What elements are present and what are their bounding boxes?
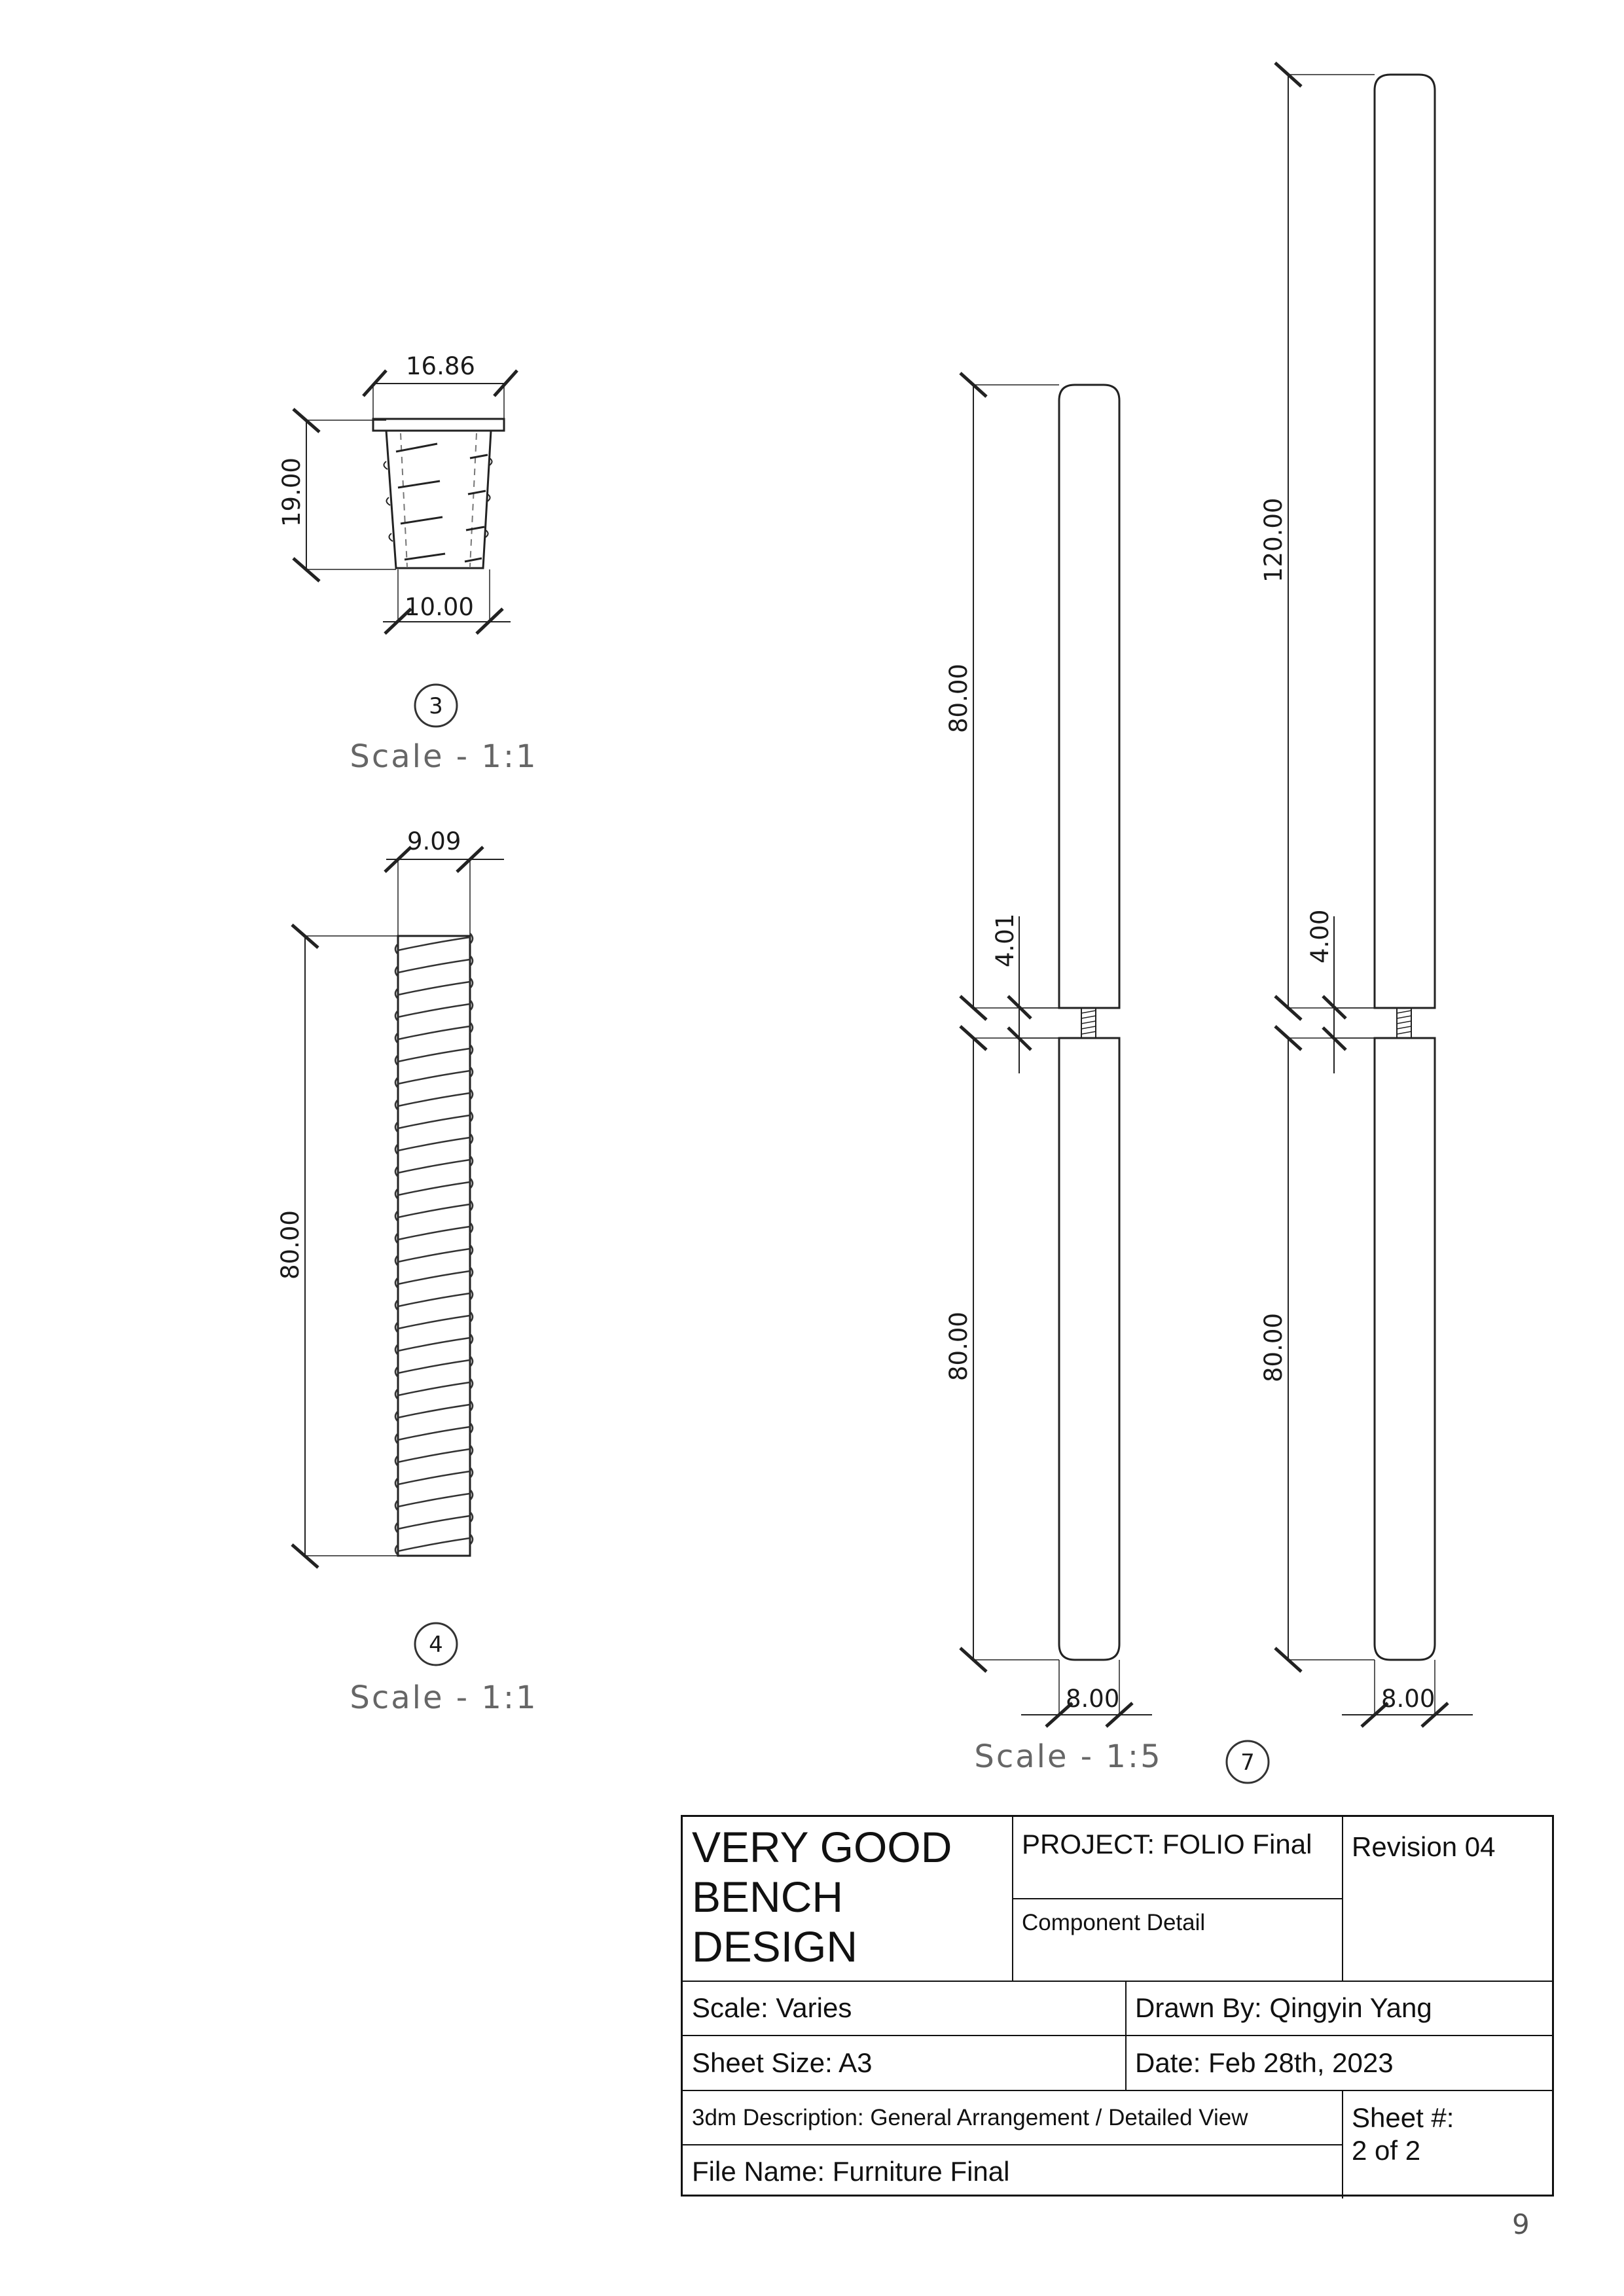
- dim-7a-gap: 4.01: [991, 913, 1019, 967]
- thread-ridge: [398, 1115, 470, 1128]
- thread-ridge: [398, 1471, 470, 1484]
- dim-7b-lower-length: 80.00: [1259, 1313, 1288, 1382]
- detail-7-assembly-b: [1275, 63, 1473, 1727]
- dim-7b-width: 8.00: [1381, 1685, 1435, 1713]
- thread-ridge: [398, 1249, 470, 1262]
- detail-4-number: 4: [429, 1632, 443, 1658]
- date-field: Date: Feb 28th, 2023: [1135, 2047, 1394, 2078]
- thread-ridge: [398, 960, 470, 973]
- thread-ridge: [398, 1227, 470, 1240]
- company-line-3: DESIGN: [692, 1922, 858, 1971]
- thread-ridge: [398, 1316, 470, 1329]
- detail-7-scale: Scale - 1:5: [974, 1738, 1163, 1775]
- project-name: PROJECT: FOLIO Final: [1022, 1829, 1312, 1859]
- thread-ridge: [398, 1293, 470, 1306]
- dim-3-bottom-width: 10.00: [405, 593, 474, 621]
- thread-ridge: [398, 982, 470, 995]
- thread-ridge: [398, 1138, 470, 1151]
- description-field: 3dm Description: General Arrangement / Detailed View: [692, 2105, 1248, 2130]
- dim-7b-upper-length: 120.00: [1259, 497, 1288, 583]
- dim-3-height: 19.00: [278, 457, 306, 527]
- rod-threads: [395, 933, 473, 1555]
- detail-4-scale: Scale - 1:1: [350, 1679, 538, 1716]
- drawn-by-field: Drawn By: Qingyin Yang: [1135, 1992, 1432, 2023]
- thread-ridge: [398, 1405, 470, 1418]
- thread-ridge: [398, 1182, 470, 1195]
- thread-ridge: [398, 1071, 470, 1084]
- title-block: [681, 1815, 1554, 2197]
- company-name: [692, 1822, 952, 1971]
- sheet-number-value: 2 of 2: [1352, 2135, 1421, 2166]
- thread-ridge: [398, 1160, 470, 1173]
- thread-ridge: [398, 1049, 470, 1062]
- company-line-1: VERY GOOD: [692, 1823, 952, 1871]
- page-number: 9: [1512, 2208, 1530, 2240]
- thread-ridge: [398, 1494, 470, 1507]
- thread-ridge: [398, 1004, 470, 1017]
- thread-ridge: [398, 1538, 470, 1551]
- dim-3-top-width: 16.86: [406, 352, 475, 380]
- dim-4-length: 80.00: [276, 1210, 304, 1280]
- thread-ridge: [398, 1427, 470, 1440]
- thread-ridge: [398, 1026, 470, 1039]
- thread-ridge: [398, 1271, 470, 1284]
- thread-ridge: [398, 1449, 470, 1462]
- drawing-subtitle: Component Detail: [1022, 1910, 1206, 1935]
- scale-field: Scale: Varies: [692, 1992, 852, 2023]
- thread-ridge: [398, 1360, 470, 1373]
- detail-3-scale: Scale - 1:1: [350, 738, 538, 775]
- detail-3-number: 3: [429, 693, 443, 719]
- company-line-2: BENCH: [692, 1873, 844, 1921]
- file-name-field: File Name: Furniture Final: [692, 2156, 1010, 2187]
- revision: Revision 04: [1352, 1831, 1496, 1862]
- thread-ridge: [398, 1204, 470, 1217]
- sheet-number-label: Sheet #:: [1352, 2102, 1454, 2133]
- dim-7b-gap: 4.00: [1306, 909, 1334, 963]
- dim-7a-upper-length: 80.00: [945, 664, 973, 733]
- thread-ridge: [398, 1338, 470, 1351]
- thread-ridge: [398, 1516, 470, 1529]
- detail-7-assembly-a: [960, 373, 1152, 1727]
- thread-ridge: [398, 937, 470, 950]
- dim-7a-width: 8.00: [1066, 1685, 1120, 1713]
- dim-4-width: 9.09: [407, 827, 461, 855]
- dim-7a-lower-length: 80.00: [945, 1312, 973, 1381]
- detail-7-number: 7: [1240, 1749, 1255, 1776]
- sheet-size-field: Sheet Size: A3: [692, 2047, 873, 2078]
- thread-ridge: [398, 1382, 470, 1395]
- thread-ridge: [398, 1093, 470, 1106]
